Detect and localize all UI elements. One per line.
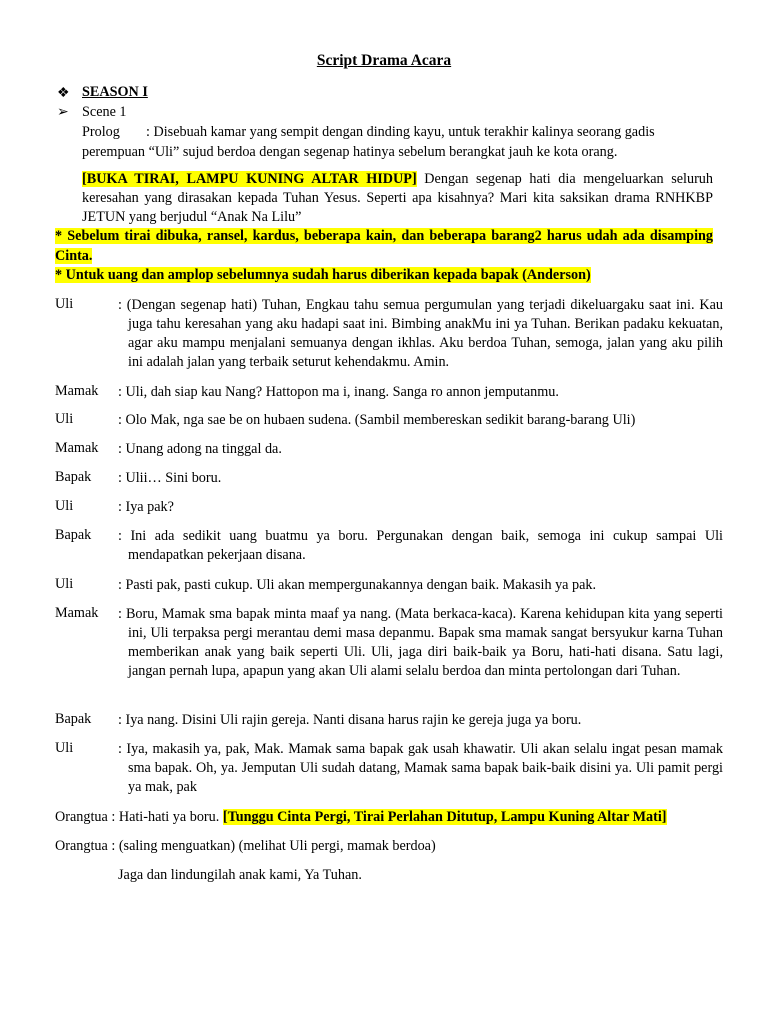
prolog-label: Prolog (82, 124, 120, 140)
speaker-name: Mamak (55, 383, 99, 399)
speaker-name: Uli (55, 411, 74, 427)
note-item: * Untuk uang dan amplop sebelumnya sudah harus diberikan kepada bapak (Anderson) (55, 267, 591, 283)
dialog-line: : (Dengan segenap hati) Tuhan, Engkau tahu semua pergumulan yang terjadi dikeluargaku saat ini. Kau juga tahu keresahan yang aku hadapi saat ini. Bimbing anakMu ini ya Tuhan. Berikan padaku kekuatan, agar aku mampu menjalani semuanya dengan ikhlas. Aku berdoa Tuhan, semoga, jalan yang aku pilih ini adalah jalan yang terbaik seturut kehendakmu. Amin. (118, 297, 723, 370)
dialog-line: : Ulii… Sini boru. (118, 470, 222, 486)
note-item: * Sebelum tirai dibuka, ransel, kardus, beberapa kain, dan beberapa barang2 harus udah ada disamping Cinta. (55, 228, 713, 264)
dialog-line: : Uli, dah siap kau Nang? Hattopon ma i, inang. Sanga ro annon jemputanmu. (118, 384, 559, 400)
arrow-bullet-icon: ➢ (57, 104, 69, 120)
stage-direction-open (82, 170, 713, 227)
prolog-text-line2: perempuan “Uli” sujud berdoa dengan segenap hatinya sebelum berangkat jauh ke kota orang. (82, 144, 618, 160)
diamond-bullet-icon: ❖ (57, 85, 70, 101)
speaker-name: Bapak (55, 711, 92, 727)
dialog-line: : Iya, makasih ya, pak, Mak. Mamak sama bapak gak usah khawatir. Uli akan selalu ingat pesan mamak sma bapak. Oh, ya. Jemputan Uli sudah datang, Mamak sama bapak baik-baik disini ya. Uli pamit pergi ya mak, pak (118, 741, 723, 795)
speaker-name: Uli (55, 740, 74, 756)
speaker-name: Bapak (55, 469, 92, 485)
scene-heading: Scene 1 (82, 104, 127, 120)
speaker-name: Mamak (55, 605, 99, 621)
stage-direction-highlight: [BUKA TIRAI, LAMPU KUNING ALTAR HIDUP] (82, 171, 417, 187)
speaker-name: Bapak (55, 527, 92, 543)
speaker-name: Uli (55, 576, 74, 592)
dialog-line: : Olo Mak, nga sae be on hubaen sudena. (Sambil membereskan sedikit barang-barang Uli) (118, 412, 636, 428)
speaker-name: Uli (55, 296, 74, 312)
dialog-line: : Pasti pak, pasti cukup. Uli akan mempergunakannya dengan baik. Makasih ya pak. (118, 577, 597, 593)
dialog-line: : Iya nang. Disini Uli rajin gereja. Nanti disana harus rajin ke gereja juga ya boru. (118, 712, 582, 728)
closing-line: Orangtua : (saling menguatkan) (melihat Uli pergi, mamak berdoa) (55, 838, 436, 854)
closing-line: Orangtua : Hati-hati ya boru. [Tunggu Cinta Pergi, Tirai Perlahan Ditutup, Lampu Kuning Altar Mati] (55, 809, 667, 825)
dialog-line: : Unang adong na tinggal da. (118, 441, 282, 457)
speaker-name: Uli (55, 498, 74, 514)
prolog-text-line1: : Disebuah kamar yang sempit dengan dinding kayu, untuk terakhir kalinya seorang gadis (146, 124, 655, 140)
speaker-name: Mamak (55, 440, 99, 456)
season-heading: SEASON I (82, 84, 148, 100)
final-prayer-line: Jaga dan lindungilah anak kami, Ya Tuhan. (118, 867, 362, 883)
stage-direction-close: [Tunggu Cinta Pergi, Tirai Perlahan Ditutup, Lampu Kuning Altar Mati] (222, 809, 667, 825)
stage-direction-text: Dengan segenap hati dia mengeluarkan seluruh keresahan yang dirasakan kepada Tuhan Yesus. Seperti apa kisahnya? Mari kita saksikan drama RNHKBP JETUN yang berjudul “Anak Na Lilu” (82, 171, 713, 225)
document-title: Script Drama Acara (316, 52, 452, 69)
dialog-line: : Ini ada sedikit uang buatmu ya boru. Pergunakan dengan baik, semoga ini cukup sampai Uli mendapatkan pekerjaan disana. (118, 528, 723, 563)
dialog-line: : Boru, Mamak sma bapak minta maaf ya nang. (Mata berkaca-kaca). Karena kehidupan kita yang seperti ini, Uli terpaksa pergi merantau demi masa depanmu. Bapak sma mamak sangat bersyukur karna Tuhan memberikan anak yang baik seperti Uli. Uli, jaga diri baik-baik ya Boru, hati-hati disana. Satu lagi, jangan pernah lupa, apapun yang akan Uli alami selalu berdoa dan minta pertolongan dari Tuhan. (118, 606, 723, 679)
note-block (55, 227, 713, 286)
dialog-line: : Iya pak? (118, 499, 174, 515)
